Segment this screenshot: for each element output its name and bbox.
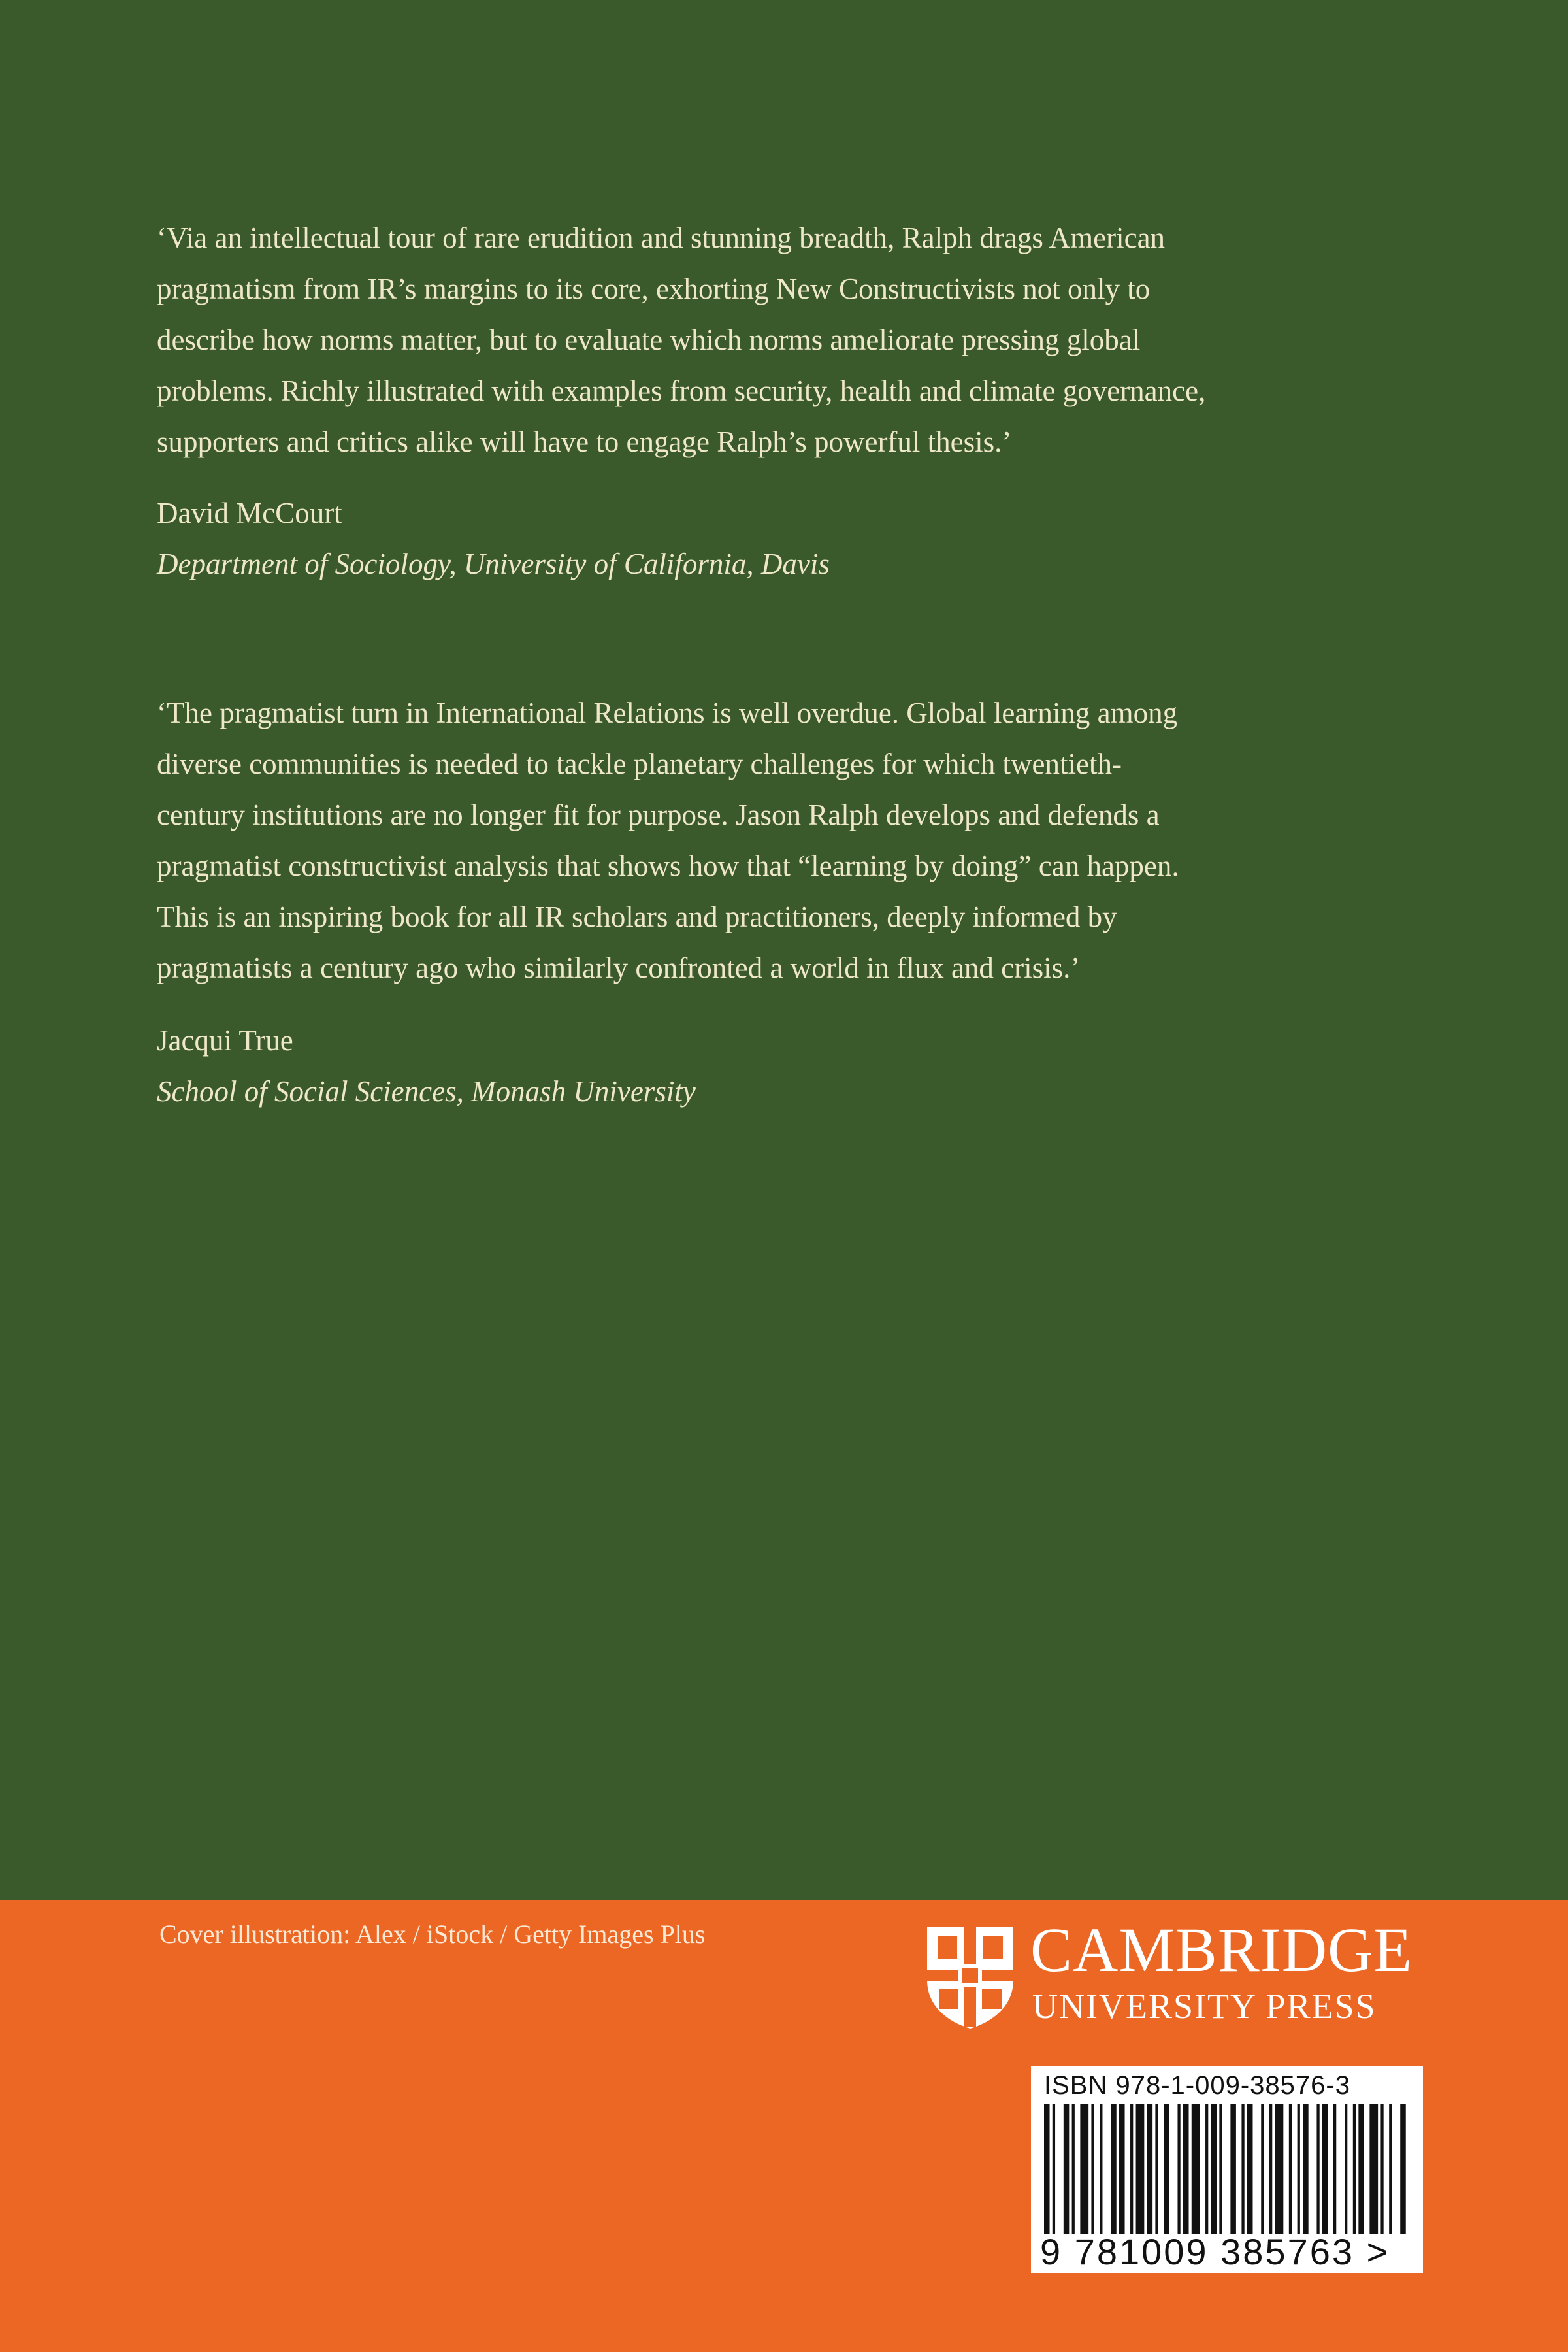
barcode-bar bbox=[1072, 2104, 1075, 2234]
barcode-bar bbox=[1064, 2104, 1070, 2234]
barcode-bar bbox=[1091, 2104, 1094, 2234]
barcode-bar bbox=[1369, 2104, 1378, 2234]
university-shield-icon bbox=[924, 1924, 1016, 2030]
barcode-bar bbox=[1044, 2104, 1050, 2234]
barcode-bar bbox=[1261, 2104, 1264, 2234]
barcode-bar bbox=[1247, 2104, 1253, 2234]
barcode-bar bbox=[1053, 2104, 1055, 2234]
endorsement-quote-1: ‘Via an intellectual tour of rare erudition and stunning breadth, Ralph drags American pragmatism from IR’s margins to its core, exhorting New Constructivists not only to describe how norms matter, but to evaluate which norms ameliorate pressing global problems. Richly illustrated with examples from security, health and climate governance, supporters and critics alike will have to engage Ralph’s powerful thesis.’ bbox=[157, 222, 1206, 458]
endorsement-author-1: David McCourt bbox=[157, 497, 342, 529]
barcode-bar bbox=[1298, 2104, 1300, 2234]
barcode-bar bbox=[1130, 2104, 1133, 2234]
isbn-label: ISBN 978-1-009-38576-3 bbox=[1044, 2071, 1350, 2100]
endorsement-quote-2: ‘The pragmatist turn in International Relations is well overdue. Global learning among diverse communities is needed to tackle planetary challenges for which twentieth- century institutions are no longer fit for purpose. Jason Ralph develops and defends a pragmatist constructivist analysis that shows how that “learning by doing” can happen. This is an inspiring book for all IR scholars and practitioners, deeply informed by pragmatists a century ago who similarly confronted a world in flux and crisis.’ bbox=[157, 697, 1179, 984]
barcode-bar bbox=[1147, 2104, 1153, 2234]
barcode-bar bbox=[1119, 2104, 1125, 2234]
barcode-bar bbox=[1269, 2104, 1272, 2234]
barcode-bar bbox=[1389, 2104, 1392, 2234]
barcode-bar bbox=[1219, 2104, 1222, 2234]
endorsement-affiliation-2: School of Social Sciences, Monash University bbox=[157, 1075, 696, 1108]
barcode-bar bbox=[1358, 2104, 1364, 2234]
publisher-name: CAMBRIDGE bbox=[1030, 1915, 1413, 1985]
barcode-bar bbox=[1345, 2104, 1347, 2234]
barcode-bar bbox=[1316, 2104, 1319, 2234]
barcode-bar bbox=[1380, 2104, 1383, 2234]
barcode-bar bbox=[1164, 2104, 1169, 2234]
barcode-bar bbox=[1211, 2104, 1217, 2234]
barcode-bar bbox=[1289, 2104, 1292, 2234]
barcode-bar bbox=[1322, 2104, 1328, 2234]
barcode-bar bbox=[1400, 2104, 1406, 2234]
endorsement-affiliation-1: Department of Sociology, University of California, Davis bbox=[157, 548, 830, 580]
barcode-bar bbox=[1353, 2104, 1356, 2234]
barcode-digits: 9 781009 385763 > bbox=[1040, 2231, 1390, 2272]
barcode-bar bbox=[1275, 2104, 1284, 2234]
endorsement-author-2: Jacqui True bbox=[157, 1024, 293, 1057]
barcode-bar bbox=[1177, 2104, 1180, 2234]
cover-illustration-credit: Cover illustration: Alex / iStock / Getty Images Plus bbox=[159, 1919, 706, 1949]
barcode-bar bbox=[1100, 2104, 1102, 2234]
barcode-bar bbox=[1205, 2104, 1208, 2234]
barcode-bar bbox=[1241, 2104, 1244, 2234]
barcode-bar bbox=[1192, 2104, 1200, 2234]
barcode-bar bbox=[1183, 2104, 1189, 2234]
barcode-bar bbox=[1136, 2104, 1145, 2234]
barcode-bar bbox=[1155, 2104, 1158, 2234]
barcode-bar bbox=[1230, 2104, 1236, 2234]
barcode-bar bbox=[1111, 2104, 1117, 2234]
barcode-bar bbox=[1303, 2104, 1309, 2234]
barcode-bar bbox=[1333, 2104, 1336, 2234]
isbn-barcode bbox=[1031, 2066, 1423, 2273]
publisher-subtitle: UNIVERSITY PRESS bbox=[1032, 1987, 1377, 2026]
barcode-bars bbox=[1044, 2104, 1409, 2234]
barcode-bar bbox=[1080, 2104, 1088, 2234]
